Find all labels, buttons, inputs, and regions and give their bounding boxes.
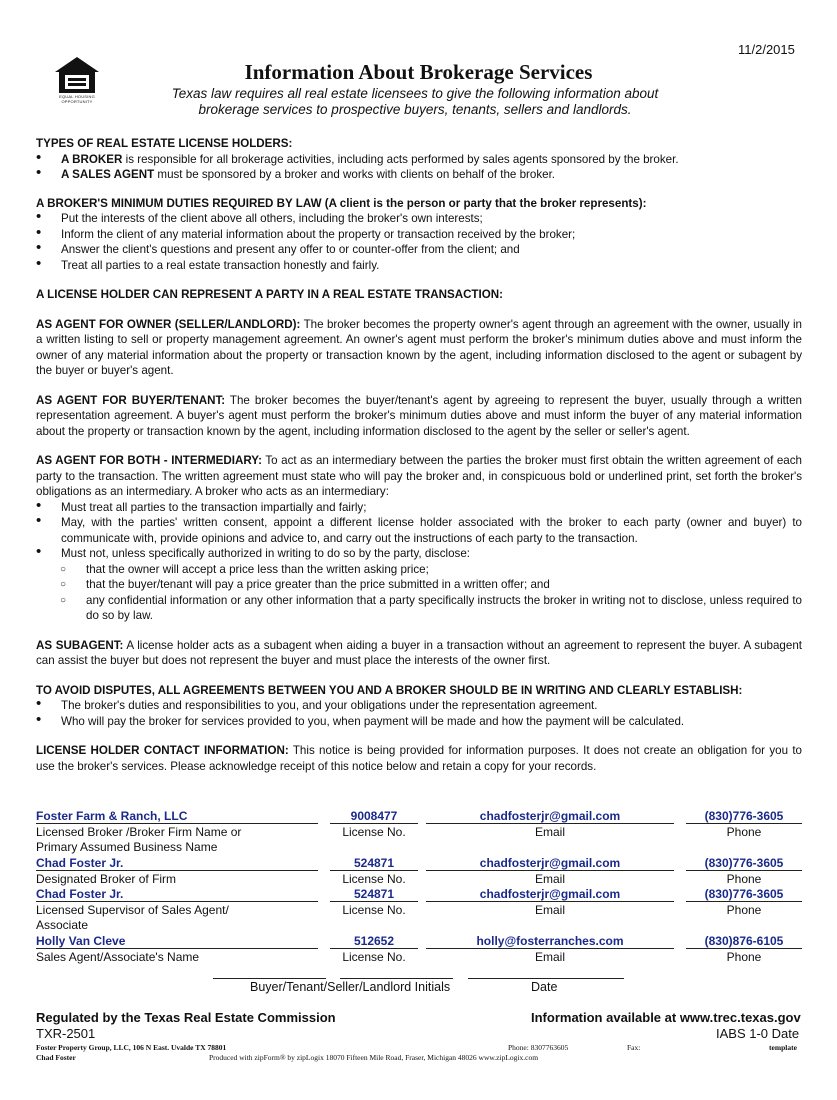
col-phone-label: Phone (726, 903, 762, 917)
buyer-paragraph: AS AGENT FOR BUYER/TENANT: The broker becomes the buyer/tenant's agent by agreeing to represent the buyer, usually through a written representation agreement. A buyer's agent must perform the broker's minimum duties above and must inform the buyer of any material information about the property or transaction known by the agent, including information disclosed to the agent by the seller or seller's agent. (36, 393, 802, 438)
designated-broker-field[interactable]: Chad Foster Jr. (36, 856, 318, 871)
phone-field[interactable]: (830)776-3605 (686, 856, 802, 871)
list-item: • The broker's duties and responsibilities to you, and your obligations under the representation agreement. (36, 698, 802, 714)
form-version: IABS 1-0 Date (716, 1026, 800, 1041)
list-item: • A BROKER is responsible for all brokerage activities, including acts performed by sales agents sponsored by the broker. (36, 152, 802, 168)
email-field[interactable]: chadfosterjr@gmail.com (426, 887, 674, 902)
initials-line-2[interactable] (340, 978, 453, 979)
trec-info: Information available at www.trec.texas.gov (531, 1010, 801, 1025)
col-email-label: Email (534, 950, 565, 964)
label-line: Licensed Supervisor of Sales Agent/ (36, 903, 229, 917)
email-field[interactable]: chadfosterjr@gmail.com (426, 856, 674, 871)
disputes-list (36, 698, 802, 729)
col-license-label: License No. (342, 825, 406, 839)
table-row (36, 887, 802, 903)
list-item: • May, with the parties' written consent, appoint a different license holder associated with the broker to each party (owner and buyer) to communicate with, provide opinions and advice to, and carry out the instructions of each party to the transaction. (36, 515, 802, 546)
list-item: • Must not, unless specifically authorized in writing to do so by the party, disclose: (36, 546, 802, 562)
supervisor-field[interactable]: Chad Foster Jr. (36, 887, 318, 902)
row-label: Sales Agent/Associate's Name (36, 950, 200, 964)
table-row (36, 934, 802, 950)
date-label: Date (531, 980, 558, 994)
label-line: Associate (36, 918, 89, 932)
col-license-label: License No. (342, 872, 406, 886)
company-fax: Fax: (627, 1043, 641, 1052)
col-phone-label: Phone (726, 950, 762, 964)
subagent-paragraph: AS SUBAGENT: A license holder acts as a subagent when aiding a buyer in a transaction without an agreement to represent the buyer. A subagent can assist the buyer but does not represent the buyer and must place the interests of the owner first. (36, 638, 802, 667)
list-item: • A SALES AGENT must be sponsored by a broker and works with clients on behalf of the broker. (36, 167, 802, 183)
document-date: 11/2/2015 (738, 42, 795, 57)
license-field[interactable]: 512652 (330, 934, 418, 949)
initials-label: Buyer/Tenant/Seller/Landlord Initials (250, 980, 451, 994)
col-phone-label: Phone (726, 825, 762, 839)
duties-heading: A BROKER'S MINIMUM DUTIES REQUIRED BY LAW (A client is the person or party that the broker represents): (36, 196, 647, 210)
list-item: • Must treat all parties to the transaction impartially and fairly; (36, 500, 802, 516)
company-info: Foster Property Group, LLC, 106 N East. Uvalde TX 78801 (36, 1043, 227, 1052)
label-line: Primary Assumed Business Name (36, 840, 218, 854)
equal-housing-caption: EQUAL HOUSING OPPORTUNITY (59, 94, 95, 104)
col-phone-label: Phone (726, 872, 762, 886)
phone-field[interactable]: (830)776-3605 (686, 887, 802, 902)
intermediary-sublist (36, 562, 802, 624)
list-item: • Inform the client of any material information about the property or transaction received by the broker; (36, 227, 802, 243)
duties-list (36, 211, 802, 273)
row-label: Designated Broker of Firm (36, 872, 177, 886)
col-email-label: Email (534, 872, 565, 886)
list-item: ○ any confidential information or any other information that a party specifically instructs the broker in writing not to disclose, unless required to do so by law. (36, 593, 802, 624)
form-id: TXR-2501 (36, 1026, 96, 1041)
subtitle-line-2: brokerage services to prospective buyers, tenants, sellers and landlords. (198, 102, 632, 117)
list-item: • Treat all parties to a real estate transaction honestly and fairly. (36, 258, 802, 274)
col-license-label: License No. (342, 903, 406, 917)
initials-line-1[interactable] (213, 978, 326, 979)
list-item: • Answer the client's questions and present any offer to or counter-offer from the client; and (36, 242, 802, 258)
table-row (36, 809, 802, 825)
col-email-label: Email (534, 825, 565, 839)
owner-paragraph: AS AGENT FOR OWNER (SELLER/LANDLORD): The broker becomes the property owner's agent through an agreement with the owner, usually in a written listing to sell or property management agreement. An owner's agent must perform the broker's minimum duties above and must inform the owner of any material information about the property or transaction known by the agent, including information disclosed to the agent or subagent by the buyer or buyer's agent. (36, 317, 803, 377)
col-license-label: License No. (342, 950, 406, 964)
license-field[interactable]: 524871 (330, 887, 418, 902)
produced-by: Produced with zipForm® by zipLogix 18070 Fifteen Mile Road, Fraser, Michigan 48026 www.zipLogix.com (209, 1053, 539, 1062)
phone-field[interactable]: (830)876-6105 (686, 934, 802, 949)
types-list (36, 152, 802, 183)
list-item: ○ that the owner will accept a price less than the written asking price; (36, 562, 802, 578)
intermediary-paragraph: AS AGENT FOR BOTH - INTERMEDIARY: To act as an intermediary between the parties the broker must first obtain the written agreement of each party to the transaction. The written agreement must state who will pay the broker and, in conspicuous bold or underlined print, set forth the broker's obligations as an intermediary. A broker who acts as an intermediary: (36, 454, 802, 498)
subtitle-line-1: Texas law requires all real estate licensees to give the following information about (171, 86, 659, 101)
represent-heading: A LICENSE HOLDER CAN REPRESENT A PARTY IN A REAL ESTATE TRANSACTION: (36, 288, 503, 301)
document-body (36, 136, 802, 774)
page-subtitle (120, 86, 710, 118)
contact-paragraph: LICENSE HOLDER CONTACT INFORMATION: This notice is being provided for information purposes. It does not create an obligation for you to use the broker's services. Please acknowledge receipt of this notice below and retain a copy for your records. (36, 744, 802, 773)
date-line[interactable] (468, 978, 624, 979)
table-row (36, 856, 802, 872)
template-label: template (769, 1043, 797, 1052)
row-label (36, 825, 241, 855)
list-item: • Who will pay the broker for services provided to you, when payment will be made and how the payment will be calculated. (36, 714, 802, 730)
license-field[interactable]: 9008477 (330, 809, 418, 824)
email-field[interactable]: holly@fosterranches.com (426, 934, 674, 949)
phone-field[interactable]: (830)776-3605 (686, 809, 802, 824)
email-field[interactable]: chadfosterjr@gmail.com (426, 809, 674, 824)
regulated-by: Regulated by the Texas Real Estate Commission (36, 1010, 336, 1025)
list-item: ○ that the buyer/tenant will pay a price greater than the price submitted in a written offer; and (36, 577, 802, 593)
intermediary-list (36, 500, 802, 562)
types-heading: TYPES OF REAL ESTATE LICENSE HOLDERS: (36, 137, 293, 150)
list-item: • Put the interests of the client above all others, including the broker's own interests; (36, 211, 802, 227)
label-line: Licensed Broker /Broker Firm Name or (36, 825, 242, 839)
col-email-label: Email (534, 903, 565, 917)
sales-agent-field[interactable]: Holly Van Cleve (36, 934, 318, 949)
broker-firm-name-field[interactable]: Foster Farm & Ranch, LLC (36, 809, 318, 824)
agent-name: Chad Foster (36, 1053, 76, 1062)
row-label (36, 903, 229, 933)
disputes-heading: TO AVOID DISPUTES, ALL AGREEMENTS BETWEEN YOU AND A BROKER SHOULD BE IN WRITING AND CLEARLY ESTABLISH: (36, 683, 743, 697)
license-field[interactable]: 524871 (330, 856, 418, 871)
page-title: Information About Brokerage Services (244, 60, 593, 84)
company-phone: Phone: 8307763605 (508, 1043, 569, 1052)
